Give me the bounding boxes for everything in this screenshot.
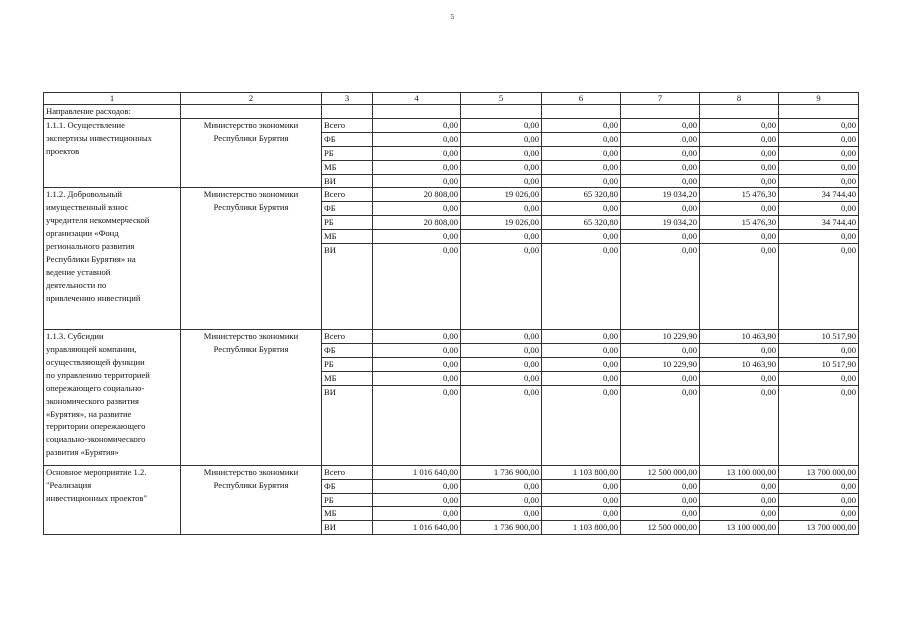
- amount-cell: 0,00: [461, 385, 542, 465]
- amount-cell: 0,00: [621, 132, 700, 146]
- amount-cell: 13 700 000,00: [779, 465, 859, 479]
- funding-source: ВИ: [322, 244, 373, 330]
- column-number: 2: [181, 93, 322, 105]
- amount-cell: 13 700 000,00: [779, 521, 859, 535]
- amount-cell: 34 744,40: [779, 216, 859, 230]
- amount-cell: 0,00: [779, 385, 859, 465]
- measure-name-line: организации «Фонд: [46, 228, 119, 239]
- amount-cell: 0,00: [373, 118, 461, 132]
- executor-line: Республики Бурятия: [213, 202, 289, 213]
- funding-source: Всего: [322, 465, 373, 479]
- amount-cell: 19 034,20: [621, 188, 700, 202]
- amount-cell: 0,00: [779, 343, 859, 357]
- funding-source: МБ: [322, 230, 373, 244]
- column-number: 7: [621, 93, 700, 105]
- column-number: 3: [322, 93, 373, 105]
- amount-cell: 0,00: [700, 160, 779, 174]
- amount-cell: 10 517,90: [779, 330, 859, 344]
- amount-cell: 0,00: [621, 230, 700, 244]
- amount-cell: 0,00: [373, 132, 461, 146]
- amount-cell: 0,00: [461, 371, 542, 385]
- funding-source: ФБ: [322, 479, 373, 493]
- amount-cell: 0,00: [542, 132, 621, 146]
- amount-cell: 15 476,30: [700, 216, 779, 230]
- amount-cell: 12 500 000,00: [621, 465, 700, 479]
- amount-cell: 0,00: [542, 479, 621, 493]
- amount-cell: 0,00: [621, 202, 700, 216]
- amount-cell: 0,00: [542, 493, 621, 507]
- amount-cell: 0,00: [700, 493, 779, 507]
- measure-name-line: имущественный взнос: [46, 202, 129, 213]
- measure-name: [44, 330, 181, 466]
- amount-cell: 0,00: [621, 385, 700, 465]
- amount-cell: 0,00: [461, 357, 542, 371]
- amount-cell: 0,00: [542, 330, 621, 344]
- amount-cell: 0,00: [461, 479, 542, 493]
- amount-cell: 1 736 900,00: [461, 465, 542, 479]
- amount-cell: 0,00: [621, 507, 700, 521]
- amount-cell: 0,00: [373, 244, 461, 330]
- funding-source: Всего: [322, 118, 373, 132]
- amount-cell: 0,00: [700, 385, 779, 465]
- measure-name-line: привлечению инвестиций: [46, 292, 141, 303]
- amount-cell: 19 026,00: [461, 188, 542, 202]
- measure-name-line: опережающего социально-: [46, 382, 145, 393]
- budget-row: [44, 465, 859, 479]
- amount-cell: 0,00: [542, 244, 621, 330]
- executor-line: Республики Бурятия: [213, 132, 289, 143]
- amount-cell: 0,00: [621, 493, 700, 507]
- amount-cell: 0,00: [700, 174, 779, 188]
- amount-cell: 0,00: [373, 230, 461, 244]
- measure-name-line: Основное мероприятие 1.2.: [46, 466, 147, 477]
- funding-source: РБ: [322, 146, 373, 160]
- responsible-executor: [181, 330, 322, 466]
- amount-cell: 0,00: [542, 202, 621, 216]
- funding-source: ФБ: [322, 132, 373, 146]
- amount-cell: 0,00: [373, 357, 461, 371]
- column-number: 5: [461, 93, 542, 105]
- amount-cell: 0,00: [461, 493, 542, 507]
- amount-cell: 0,00: [461, 146, 542, 160]
- amount-cell: 0,00: [700, 371, 779, 385]
- amount-cell: 0,00: [542, 371, 621, 385]
- budget-row: [44, 330, 859, 344]
- amount-cell: 10 229,90: [621, 330, 700, 344]
- amount-cell: 15 476,30: [700, 188, 779, 202]
- funding-source: МБ: [322, 371, 373, 385]
- measure-name-line: инвестиционных проектов": [46, 492, 147, 503]
- amount-cell: 0,00: [779, 174, 859, 188]
- amount-cell: 19 034,20: [621, 216, 700, 230]
- amount-cell: 0,00: [779, 202, 859, 216]
- responsible-executor: [181, 465, 322, 535]
- budget-row: [44, 118, 859, 132]
- column-number: 6: [542, 93, 621, 105]
- amount-cell: 0,00: [542, 343, 621, 357]
- amount-cell: 20 808,00: [373, 216, 461, 230]
- amount-cell: 34 744,40: [779, 188, 859, 202]
- amount-cell: 0,00: [542, 146, 621, 160]
- budget-row: [44, 188, 859, 202]
- amount-cell: 0,00: [700, 479, 779, 493]
- page-number: 5: [450, 13, 455, 21]
- measure-name: [44, 118, 181, 188]
- amount-cell: 19 026,00: [461, 216, 542, 230]
- amount-cell: 0,00: [700, 132, 779, 146]
- amount-cell: 13 100 000,00: [700, 521, 779, 535]
- amount-cell: 65 320,80: [542, 188, 621, 202]
- measure-name-line: 1.1.3. Субсидии: [46, 331, 104, 342]
- funding-source: МБ: [322, 507, 373, 521]
- amount-cell: 0,00: [461, 244, 542, 330]
- amount-cell: 0,00: [542, 385, 621, 465]
- column-number-row: [44, 93, 859, 105]
- measure-name-line: по управлению территорией: [46, 369, 150, 380]
- column-number: 1: [44, 93, 181, 105]
- amount-cell: 0,00: [542, 230, 621, 244]
- funding-source: Всего: [322, 330, 373, 344]
- amount-cell: 65 320,80: [542, 216, 621, 230]
- section-heading: Направление расходов:: [44, 105, 181, 119]
- amount-cell: 0,00: [373, 202, 461, 216]
- amount-cell: 12 500 000,00: [621, 521, 700, 535]
- measure-name-line: 1.1.2. Добровольный: [46, 189, 122, 200]
- amount-cell: 10 463,90: [700, 330, 779, 344]
- measure-name-line: управляющей компании,: [46, 343, 137, 354]
- amount-cell: 1 103 800,00: [542, 521, 621, 535]
- amount-cell: 0,00: [542, 507, 621, 521]
- funding-source: РБ: [322, 357, 373, 371]
- amount-cell: 0,00: [700, 244, 779, 330]
- amount-cell: 0,00: [461, 118, 542, 132]
- amount-cell: 0,00: [779, 244, 859, 330]
- amount-cell: 0,00: [700, 146, 779, 160]
- amount-cell: 0,00: [621, 174, 700, 188]
- budget-table: [43, 92, 859, 535]
- amount-cell: 0,00: [542, 118, 621, 132]
- amount-cell: 0,00: [373, 330, 461, 344]
- measure-name-line: развития «Бурятия»: [46, 447, 119, 458]
- measure-name: [44, 465, 181, 535]
- amount-cell: 0,00: [373, 385, 461, 465]
- amount-cell: 0,00: [779, 507, 859, 521]
- amount-cell: 0,00: [779, 132, 859, 146]
- measure-name-line: "Реализация: [46, 479, 92, 490]
- measure-name: [44, 188, 181, 330]
- amount-cell: 20 808,00: [373, 188, 461, 202]
- amount-cell: 0,00: [700, 507, 779, 521]
- amount-cell: 0,00: [779, 118, 859, 132]
- amount-cell: 0,00: [373, 343, 461, 357]
- funding-source: РБ: [322, 216, 373, 230]
- funding-source: ВИ: [322, 521, 373, 535]
- amount-cell: 0,00: [779, 230, 859, 244]
- responsible-executor: [181, 118, 322, 188]
- amount-cell: 0,00: [779, 371, 859, 385]
- amount-cell: 0,00: [621, 244, 700, 330]
- executor-line: Министерство экономики: [203, 189, 299, 200]
- measure-name-line: деятельности по: [46, 279, 107, 290]
- amount-cell: 1 016 640,00: [373, 465, 461, 479]
- amount-cell: 0,00: [542, 160, 621, 174]
- amount-cell: 0,00: [779, 479, 859, 493]
- amount-cell: 0,00: [461, 132, 542, 146]
- amount-cell: 0,00: [542, 357, 621, 371]
- amount-cell: 0,00: [700, 202, 779, 216]
- funding-source: РБ: [322, 493, 373, 507]
- amount-cell: 0,00: [700, 343, 779, 357]
- amount-cell: 0,00: [373, 174, 461, 188]
- measure-name-line: экспертизы инвестиционных: [46, 132, 152, 143]
- executor-line: Министерство экономики: [203, 466, 299, 477]
- amount-cell: 1 016 640,00: [373, 521, 461, 535]
- amount-cell: 0,00: [373, 160, 461, 174]
- funding-source: ФБ: [322, 343, 373, 357]
- measure-name-line: учредителя некоммерческой: [46, 215, 150, 226]
- amount-cell: 0,00: [621, 371, 700, 385]
- amount-cell: 0,00: [461, 174, 542, 188]
- amount-cell: 0,00: [779, 160, 859, 174]
- amount-cell: 1 103 800,00: [542, 465, 621, 479]
- amount-cell: 10 229,90: [621, 357, 700, 371]
- funding-source: Всего: [322, 188, 373, 202]
- amount-cell: 0,00: [621, 118, 700, 132]
- measure-name-line: экономического развития: [46, 395, 139, 406]
- measure-name-line: регионального развития: [46, 241, 135, 252]
- amount-cell: 0,00: [542, 174, 621, 188]
- amount-cell: 0,00: [373, 493, 461, 507]
- column-number: 4: [373, 93, 461, 105]
- measure-name-line: Республики Бурятия» на: [46, 253, 136, 264]
- section-heading-row: [44, 105, 859, 119]
- amount-cell: 0,00: [373, 371, 461, 385]
- executor-line: Республики Бурятия: [213, 479, 289, 490]
- measure-name-line: 1.1.1. Осуществление: [46, 119, 125, 130]
- measure-name-line: территории опережающего: [46, 421, 146, 432]
- measure-name-line: проектов: [46, 145, 80, 156]
- amount-cell: 0,00: [461, 507, 542, 521]
- amount-cell: 0,00: [461, 330, 542, 344]
- amount-cell: 0,00: [621, 479, 700, 493]
- amount-cell: 10 517,90: [779, 357, 859, 371]
- amount-cell: 0,00: [621, 343, 700, 357]
- amount-cell: 0,00: [621, 146, 700, 160]
- measure-name-line: социально-экономического: [46, 434, 146, 445]
- column-number: 9: [779, 93, 859, 105]
- amount-cell: 0,00: [700, 118, 779, 132]
- amount-cell: 0,00: [461, 202, 542, 216]
- measure-name-line: «Бурятия», на развитие: [46, 408, 132, 419]
- amount-cell: 13 100 000,00: [700, 465, 779, 479]
- funding-source: ВИ: [322, 385, 373, 465]
- amount-cell: 0,00: [779, 146, 859, 160]
- funding-source: ВИ: [322, 174, 373, 188]
- executor-line: Республики Бурятия: [213, 343, 289, 354]
- amount-cell: 0,00: [373, 479, 461, 493]
- responsible-executor: [181, 188, 322, 330]
- column-number: 8: [700, 93, 779, 105]
- amount-cell: 0,00: [700, 230, 779, 244]
- amount-cell: 0,00: [621, 160, 700, 174]
- measure-name-line: осуществляющей функции: [46, 356, 145, 367]
- amount-cell: 0,00: [461, 160, 542, 174]
- amount-cell: 0,00: [461, 343, 542, 357]
- amount-cell: 0,00: [779, 493, 859, 507]
- measure-name-line: ведение уставной: [46, 266, 111, 277]
- amount-cell: 0,00: [373, 507, 461, 521]
- executor-line: Министерство экономики: [203, 331, 299, 342]
- amount-cell: 1 736 900,00: [461, 521, 542, 535]
- amount-cell: 0,00: [373, 146, 461, 160]
- executor-line: Министерство экономики: [203, 119, 299, 130]
- funding-source: ФБ: [322, 202, 373, 216]
- amount-cell: 10 463,90: [700, 357, 779, 371]
- funding-source: МБ: [322, 160, 373, 174]
- amount-cell: 0,00: [461, 230, 542, 244]
